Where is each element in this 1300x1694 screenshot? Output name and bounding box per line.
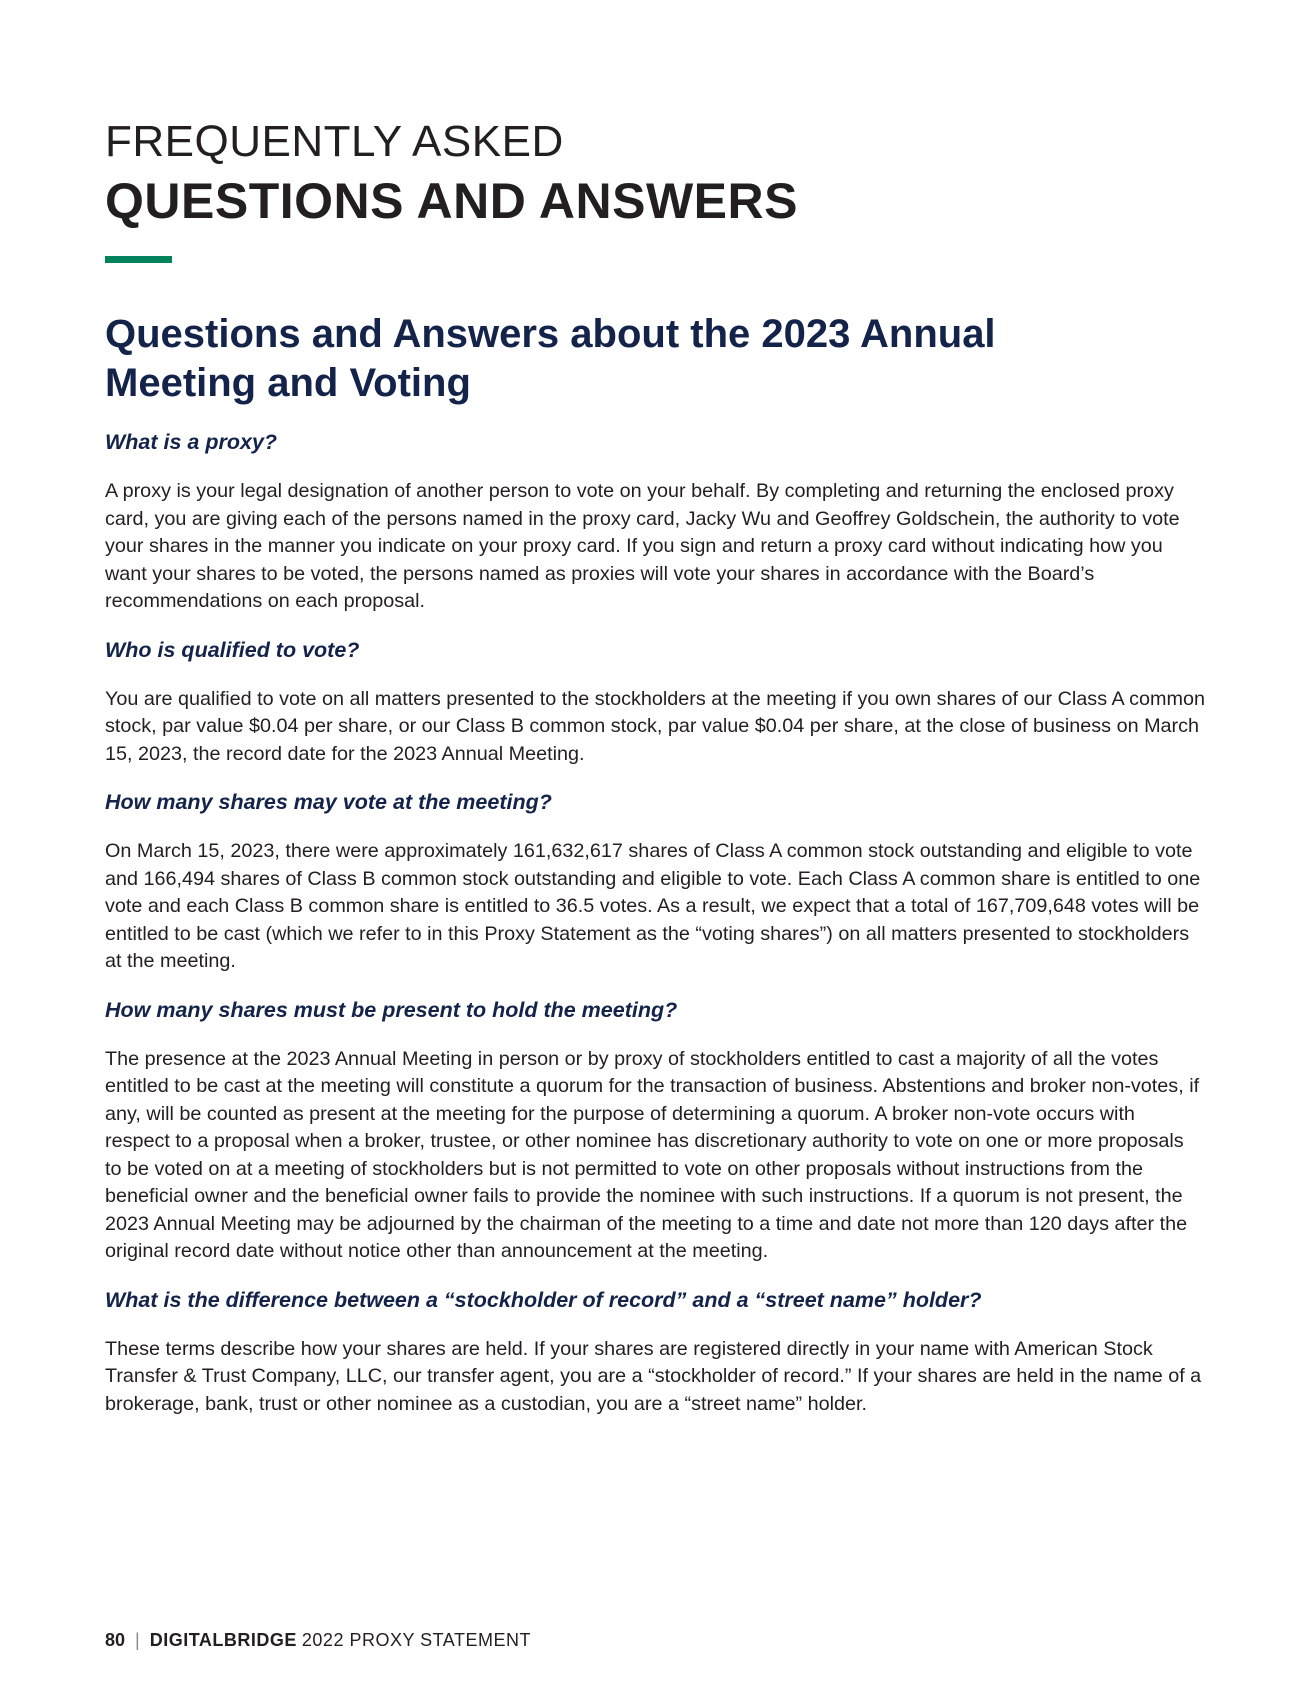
page-footer xyxy=(105,1629,531,1651)
qa-item xyxy=(105,636,1205,769)
company-name: DIGITALBRIDGE xyxy=(149,1630,297,1650)
page-header-line1: FREQUENTLY ASKED xyxy=(105,117,564,166)
answer-paragraph: On March 15, 2023, there were approximately 161,632,617 shares of Class A common stock outstanding and eligible to vote and 166,494 shares of Class B common stock outstanding and eligible to vote. Each Class A common share is entitled to one vote and each Class B common share is entitled to 36.5 votes. As a result, we expect that a total of 167,709,648 votes will be entitled to be cast (which we refer to in this Proxy Statement as the “voting shares”) on all matters presented to stockholders at the meeting. xyxy=(105,840,1201,972)
qa-item xyxy=(105,428,1205,616)
qa-item xyxy=(105,1286,1205,1419)
qa-item xyxy=(105,996,1205,1266)
footer-separator: | xyxy=(135,1630,140,1650)
answer-paragraph: The presence at the 2023 Annual Meeting in person or by proxy of stockholders entitled to cast a majority of all the votes entitled to be cast at the meeting will constitute a quorum for the transaction of business. Abstentions and broker non-votes, if any, will be counted as present at the meeting for the purpose of determining a quorum. A broker non-vote occurs with respect to a proposal when a broker, trustee, or other nominee has discretionary authority to vote on one or more proposals to be voted on at a meeting of stockholders but is not permitted to vote on other proposals without instructions from the beneficial owner and the beneficial owner fails to provide the nominee with such instructions. If a quorum is not present, the 2023 Annual Meeting may be adjourned by the chairman of the meeting to a time and date not more than 120 days after the original record date without notice other than announcement at the meeting. xyxy=(105,1047,1200,1262)
answer-paragraph: These terms describe how your shares are held. If your shares are registered directly in your name with American Stock Transfer & Trust Company, LLC, our transfer agent, you are a “stockholder of record.” If your shares are held in the name of a brokerage, bank, trust or other nominee as a custodian, you are a “street name” holder. xyxy=(105,1337,1202,1415)
question-heading: What is the difference between a “stockholder of record” and a “street name” holder? xyxy=(105,1287,982,1312)
page-number: 80 xyxy=(105,1630,126,1650)
question-heading: How many shares must be present to hold the meeting? xyxy=(105,997,678,1022)
page-content xyxy=(105,118,1205,1418)
document-title: 2022 PROXY STATEMENT xyxy=(301,1630,531,1650)
question-heading: What is a proxy? xyxy=(105,430,278,454)
answer-paragraph: You are qualified to vote on all matters presented to the stockholders at the meeting if you own shares of our Class A common stock, par value $0.04 per share, or our Class B common stock, par value $0.04 per share, at the close of business on March 15, 2023, the record date for the 2023 Annual Meeting. xyxy=(105,687,1205,765)
page-header-line2: QUESTIONS AND ANSWERS xyxy=(105,173,798,229)
accent-bar xyxy=(105,256,172,263)
section-title: Questions and Answers about the 2023 Annual Meeting and Voting xyxy=(105,312,996,405)
question-heading: How many shares may vote at the meeting? xyxy=(105,790,552,814)
qa-item xyxy=(105,788,1205,976)
question-heading: Who is qualified to vote? xyxy=(105,637,360,662)
answer-paragraph: A proxy is your legal designation of another person to vote on your behalf. By completing and returning the enclosed proxy card, you are giving each of the persons named in the proxy card, Jacky Wu and Geoffrey Goldschein, the authority to vote your shares in the manner you indicate on your proxy card. If you sign and return a proxy card without indicating how you want your shares to be voted, the persons named as proxies will vote your shares in accordance with the Board’s recommendations on each proposal. xyxy=(105,480,1180,612)
